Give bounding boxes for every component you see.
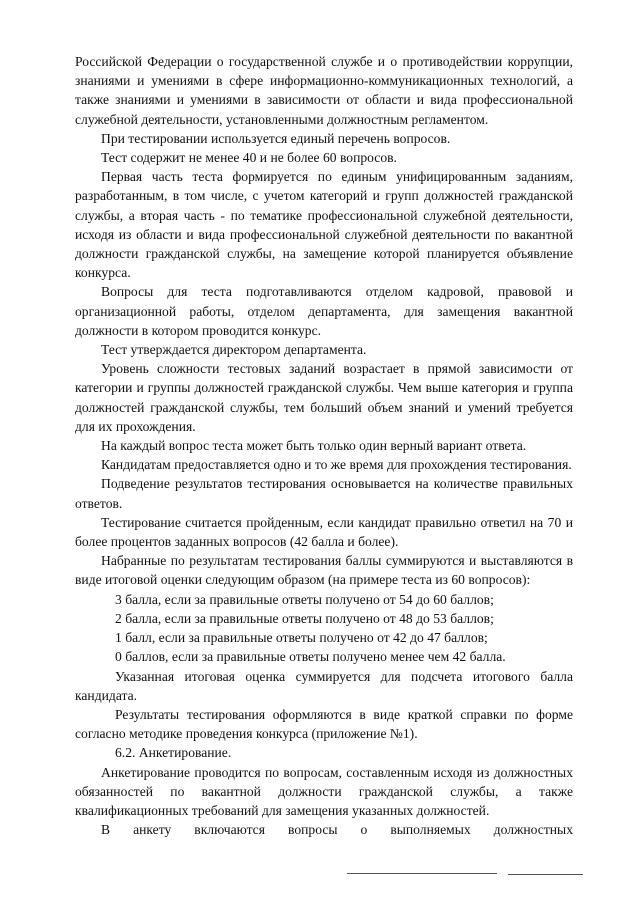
paragraph-score-summation: Набранные по результатам тестирования баллы суммируются и выставляются в виде итоговой оценки следующим образом (на примере теста из 60 вопросов): — [75, 553, 573, 588]
score-item-3: 3 балла, если за правильные ответы получено от 54 до 60 баллов; — [115, 591, 494, 607]
footer-rule-short — [508, 874, 583, 875]
paragraph-question-list: При тестировании используется единый перечень вопросов. — [101, 130, 451, 146]
section-heading-questionnaire: 6.2. Анкетирование. — [115, 745, 232, 761]
paragraph-questionnaire-contents: В анкету включаются вопросы о выполняемых должностных — [101, 822, 573, 838]
paragraph-final-score: Указанная итоговая оценка суммируется для подсчета итогового балла кандидата. — [75, 668, 573, 703]
paragraph-test-size: Тест содержит не менее 40 и не более 60 вопросов. — [101, 150, 397, 166]
paragraph-test-parts: Первая часть теста формируется по единым унифицированным заданиям, разработанным, в том числе, с учетом категорий и групп должностей гражданской службы, а вторая часть - по тематике профессиональной служебной деятельности, исходя из области и вида профессиональной служебной деятельности по вакантной должности гражданской службы, на замещение которой планируется объявление конкурса. — [75, 169, 573, 281]
document-page — [75, 52, 573, 839]
paragraph-results-report: Результаты тестирования оформляются в виде краткой справки по форме согласно методике проведения конкурса (приложение №1). — [75, 706, 573, 742]
score-item-2: 2 балла, если за правильные ответы получено от 48 до 53 баллов; — [115, 610, 494, 626]
paragraph-difficulty: Уровень сложности тестовых заданий возрастает в прямой зависимости от категории и группы должностей гражданской службы. Чем выше категория и группа должностей гражданской службы, тем больший объем знаний и умений требуется для их прохождения. — [75, 361, 573, 434]
paragraph-results-basis: Подведение результатов тестирования основывается на количестве правильных ответов. — [75, 476, 573, 511]
paragraph-question-preparation: Вопросы для теста подготавливаются отделом кадровой, правовой и организационной работы, отделом департамента, для замещения вакантной должности в котором проводится конкурс. — [75, 284, 573, 338]
score-item-1: 1 балл, если за правильные ответы получено от 42 до 47 баллов; — [115, 630, 488, 646]
paragraph-intro: Российской Федерации о государственной службе и о противодействии коррупции, знаниями и умениями в сфере информационно-коммуникационных технологий, а также знаниями и умениями в зависимости от области и вида профессиональной служебной деятельности, установленными должностным регламентом. — [75, 54, 573, 127]
paragraph-questionnaire: Анкетирование проводится по вопросам, составленным исходя из должностных обязанностей по вакантной должности гражданской службы, а также квалификационных требований для замещения указанных должностей. — [75, 764, 573, 818]
score-list — [75, 590, 573, 667]
paragraph-equal-time: Кандидатам предоставляется одно и то же время для прохождения тестирования. — [101, 457, 572, 473]
paragraph-test-approval: Тест утверждается директором департамента. — [101, 342, 367, 358]
paragraph-pass-threshold: Тестирование считается пройденным, если кандидат правильно ответил на 70 и более процентов заданных вопросов (42 балла и более). — [75, 514, 573, 550]
score-item-0: 0 баллов, если за правильные ответы получено менее чем 42 балла. — [115, 649, 506, 665]
paragraph-single-answer: На каждый вопрос теста может быть только один верный вариант ответа. — [101, 438, 527, 454]
footer-rule — [347, 873, 497, 874]
